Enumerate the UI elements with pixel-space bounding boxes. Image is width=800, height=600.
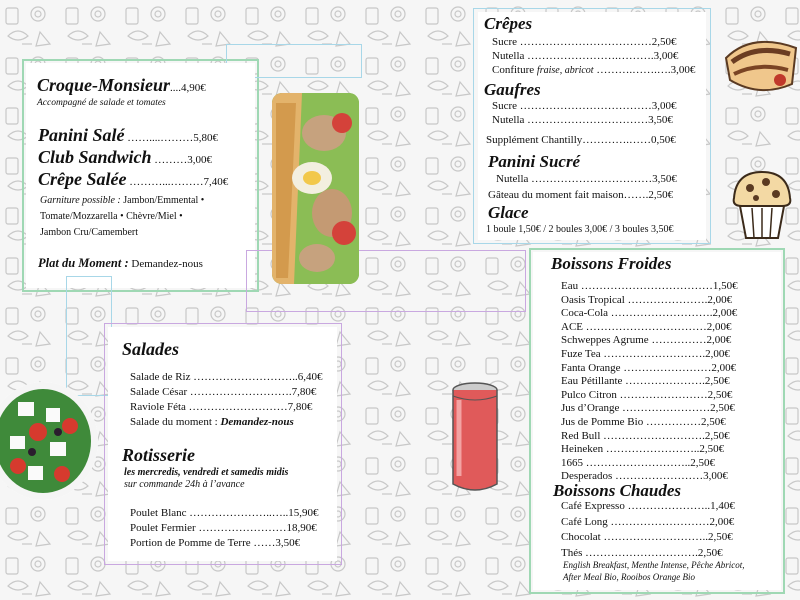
drink-dots: ………………………. (600, 348, 706, 360)
savory-panel (26, 63, 255, 288)
crepe-sucre-row (492, 36, 677, 48)
salade-moment-text: Demandez-nous (220, 416, 294, 428)
crepe-nutella-price: 3,00€ (653, 50, 679, 62)
froides-row (561, 457, 715, 469)
boissons-chaudes-title: Boissons Chaudes (553, 481, 682, 500)
croque-price: 4,90€ (181, 82, 206, 94)
panini-nutella-name: Nutella (496, 173, 529, 185)
salade-moment-label: Salade du moment : (130, 416, 221, 428)
pomme-terre-row (130, 537, 300, 549)
crepe-confiture-dots: ……….…….…. (593, 64, 671, 76)
drink-dots: ……………………………… (578, 280, 713, 292)
drink-dots: …………… (643, 416, 701, 428)
drink-price: 3,00€ (703, 470, 728, 483)
panini-sucre-title: Panini Sucré (488, 152, 581, 171)
poulet-fermier-price: 18,90€ (286, 522, 317, 534)
drink-price: 2,50€ (704, 429, 730, 442)
garniture-text-2: Tomate/Mozzarella • Chèvre/Miel • (40, 211, 183, 222)
croque-row (37, 75, 206, 96)
crepe-sucre-price: 2,50€ (651, 36, 677, 48)
panini-sale-name: Panini Salé (38, 125, 125, 145)
gateau-price: 2,50€ (648, 189, 674, 201)
froides-row (561, 321, 732, 333)
drink-name: Eau (561, 280, 579, 292)
drink-dots: …………………………… (583, 320, 707, 333)
glace-text: 1 boule 1,50€ / 2 boules 3,00€ / 3 boules 3,50€ (486, 224, 674, 235)
croque-dots: .... (170, 82, 182, 94)
croque-name: Croque-Monsieur (37, 75, 171, 95)
drink-name: Chocolat (561, 531, 601, 543)
gaufre-sucre-row (492, 100, 677, 112)
raviole-feta-dots: ……………………… (185, 401, 288, 413)
drink-price: 2,50€ (704, 375, 730, 388)
drink-name: Pulco Citron (561, 388, 617, 401)
chantilly-price: 0,50€ (651, 134, 676, 146)
garniture-text-3: Jambon Cru/Camembert (40, 227, 139, 238)
drink-price: 2,00€ (706, 320, 732, 333)
drink-name: Jus d’Orange (561, 402, 620, 415)
club-price: 3,00€ (187, 154, 213, 166)
rotisserie-title: Rotisserie (122, 445, 196, 465)
drink-name: Desperados (561, 470, 613, 483)
drink-dots: ………………………. (608, 307, 713, 320)
drink-dots: …………………. (624, 293, 708, 306)
froides-row (561, 362, 736, 374)
gateau-name: Gâteau du moment fait maison (488, 189, 624, 201)
drink-name: ACE (561, 320, 583, 333)
glace-title: Glace (488, 203, 529, 222)
drink-dots: …………………… (619, 402, 711, 415)
drink-dots: …………………… (620, 361, 712, 374)
panini-sale-row (38, 125, 218, 146)
drink-dots: …………………….. (603, 443, 700, 456)
salades-panel (108, 327, 337, 561)
drink-dots: ……………………….. (600, 531, 708, 543)
froides-row (561, 430, 730, 442)
crepe-salee-name: Crêpe Salée (38, 169, 127, 189)
panini-nutella-price: 3,50€ (652, 173, 677, 185)
salade-riz-row (130, 371, 322, 383)
chaudes-row (561, 531, 733, 543)
gateau-dots: ……. (623, 189, 649, 201)
crepe-confiture-note: fraise, abricot (536, 65, 594, 76)
drink-name: Café Long (561, 515, 608, 528)
garniture-line-1 (40, 195, 204, 206)
rotisserie-order: sur commande 24h à l’avance (124, 479, 245, 490)
froides-row (561, 375, 730, 387)
gaufre-nutella-price: 3,50€ (648, 114, 673, 126)
sandwich-photo (272, 93, 359, 284)
drink-name: Heineken (561, 443, 604, 456)
chantilly-name: Supplément Chantilly (486, 134, 583, 146)
drink-price: 2,50€ (690, 456, 715, 469)
salade-cesar-dots: ………………………. (187, 386, 292, 398)
froides-row (561, 389, 732, 401)
salade-cesar-price: 7,80€ (291, 386, 317, 398)
salade-cesar-name: Salade César (130, 386, 188, 398)
sweet-panel (478, 12, 706, 240)
crepe-nutella-dots: …………………….………. (524, 50, 654, 62)
salades-title: Salades (122, 339, 180, 359)
gaufre-nutella-name: Nutella (492, 114, 525, 126)
gaufre-sucre-name: Sucre (492, 100, 518, 112)
drink-price: 2,00€ (712, 307, 738, 320)
drink-name: Oasis Tropical (561, 293, 625, 306)
panini-sale-dots: ……....……… (124, 132, 194, 144)
crepe-nutella-name: Nutella (492, 50, 525, 62)
raviole-feta-name: Raviole Féta (130, 401, 186, 413)
drink-price: 2,50€ (707, 531, 733, 543)
garniture-text-1: Jambon/Emmental • (120, 195, 205, 206)
pomme-terre-name: Portion de Pomme de Terre (130, 537, 251, 549)
plat-text: Demandez-nous (128, 258, 203, 270)
poulet-fermier-row (130, 522, 317, 534)
drink-name: Red Bull (561, 429, 601, 442)
crepes-title: Crêpes (484, 14, 533, 33)
club-dots: ……… (151, 154, 188, 166)
chantilly-row (486, 134, 676, 146)
drink-dots: ……………………… (607, 515, 710, 528)
raviole-feta-row (130, 401, 312, 413)
club-row (38, 147, 212, 168)
froides-row (561, 334, 731, 346)
poulet-fermier-name: Poulet Fermier (130, 522, 196, 534)
drink-dots: …………………………. (582, 546, 698, 559)
chantilly-dots: ………….…… (582, 134, 651, 146)
salade-cesar-row (130, 386, 316, 398)
drink-name: Schweppes Agrume (561, 334, 649, 347)
froides-row (561, 402, 735, 414)
drink-name: Eau Pétillante (561, 375, 623, 388)
salade-riz-name: Salade de Riz (130, 371, 191, 383)
drink-dots: …………………. (622, 375, 705, 388)
pomme-terre-price: 3,50€ (275, 537, 301, 549)
froides-row (561, 307, 737, 319)
crepe-sucre-dots: ……………………………… (517, 36, 652, 48)
gaufre-nutella-dots: …………………………… (524, 114, 649, 126)
club-name: Club Sandwich (38, 147, 152, 167)
drink-price: 2,50€ (699, 443, 725, 456)
drink-price: 1,40€ (710, 500, 735, 512)
panini-nutella-dots: …………………………… (528, 173, 653, 185)
garniture-label: Garniture possible : (40, 195, 121, 206)
rotisserie-days: les mercredis, vendredi et samedis midis (124, 467, 289, 478)
gaufres-title: Gaufres (484, 80, 541, 99)
crepe-confiture-price: 3,00€ (670, 64, 696, 76)
salade-riz-price: 6,40€ (297, 371, 323, 383)
drink-dots: ……………………….. (583, 456, 691, 469)
drink-price: 2,00€ (707, 293, 733, 306)
drink-name: Jus de Pomme Bio (561, 416, 644, 428)
drink-name: Fanta Orange (561, 361, 621, 374)
drink-dots: …………………… (612, 470, 704, 483)
drink-name: Fuze Tea (561, 348, 601, 360)
salade-riz-dots: ……………………….. (190, 371, 298, 383)
raviole-feta-price: 7,80€ (287, 401, 313, 413)
drinks-panel (533, 252, 781, 590)
crepe-salee-dots: ………...……… (126, 176, 204, 188)
drink-name: Coca-Cola (561, 307, 609, 320)
crepe-confiture-row (492, 64, 695, 76)
crepe-illustration (722, 28, 800, 98)
drink-price: 2,50€ (707, 388, 733, 401)
boissons-froides-title: Boissons Froides (551, 254, 672, 273)
drink-price: 2,00€ (709, 515, 735, 528)
drink-dots: …………………… (616, 388, 708, 401)
panini-sale-price: 5,80€ (193, 132, 219, 144)
gaufre-nutella-row (492, 114, 673, 126)
poulet-blanc-dots: …………………..….. (186, 507, 289, 519)
drink-price: 2,00€ (711, 361, 737, 374)
drink-name: Thés (561, 546, 583, 559)
drink-price: 2,00€ (705, 348, 730, 360)
drink-dots: ………………………. (600, 429, 705, 442)
froides-row (561, 443, 724, 455)
drink-price: 2,00€ (706, 334, 732, 347)
crepe-nutella-row (492, 50, 678, 62)
pomme-terre-dots: …… (250, 537, 276, 549)
drink-name: 1665 (561, 456, 583, 469)
muffin-illustration (726, 168, 796, 242)
gaufre-sucre-dots: ……………………………… (517, 100, 652, 112)
drink-price: 2,50€ (697, 546, 723, 559)
thes-varieties-2: After Meal Bio, Rooibos Orange Bio (563, 572, 695, 582)
panini-nutella-row (496, 173, 677, 185)
drink-price: 2,50€ (700, 416, 726, 428)
croque-sub: Accompagné de salade et tomates (37, 98, 166, 108)
gateau-row (488, 189, 673, 201)
drink-price: 1,50€ (712, 280, 738, 292)
crepe-salee-row (38, 169, 228, 190)
poulet-blanc-price: 15,90€ (288, 507, 319, 519)
plat-du-moment-row (38, 256, 203, 271)
froides-row (561, 294, 732, 306)
chaudes-row (561, 500, 735, 512)
plat-label: Plat du Moment : (38, 256, 129, 270)
drink-dots: …………… (648, 334, 707, 347)
froides-row (561, 280, 738, 292)
thes-varieties-1: English Breakfast, Menthe Intense, Pêche Abricot, (563, 560, 745, 570)
drink-dots: ………………….. (624, 500, 711, 512)
chaudes-row (561, 516, 734, 528)
froides-row (561, 348, 730, 360)
crepe-sucre-name: Sucre (492, 36, 518, 48)
soda-can-illustration (445, 380, 505, 498)
chaudes-row (561, 547, 723, 559)
froides-row (561, 416, 726, 428)
poulet-blanc-row (130, 507, 319, 519)
drink-price: 2,50€ (710, 402, 735, 415)
crepe-salee-price: 7,40€ (203, 176, 229, 188)
salade-moment-row (130, 416, 294, 428)
gaufre-sucre-price: 3,00€ (651, 100, 677, 112)
crepe-confiture-name: Confiture (492, 64, 535, 76)
poulet-blanc-name: Poulet Blanc (130, 507, 187, 519)
drink-name: Café Expresso (561, 500, 625, 512)
poulet-fermier-dots: …………………… (195, 522, 287, 534)
